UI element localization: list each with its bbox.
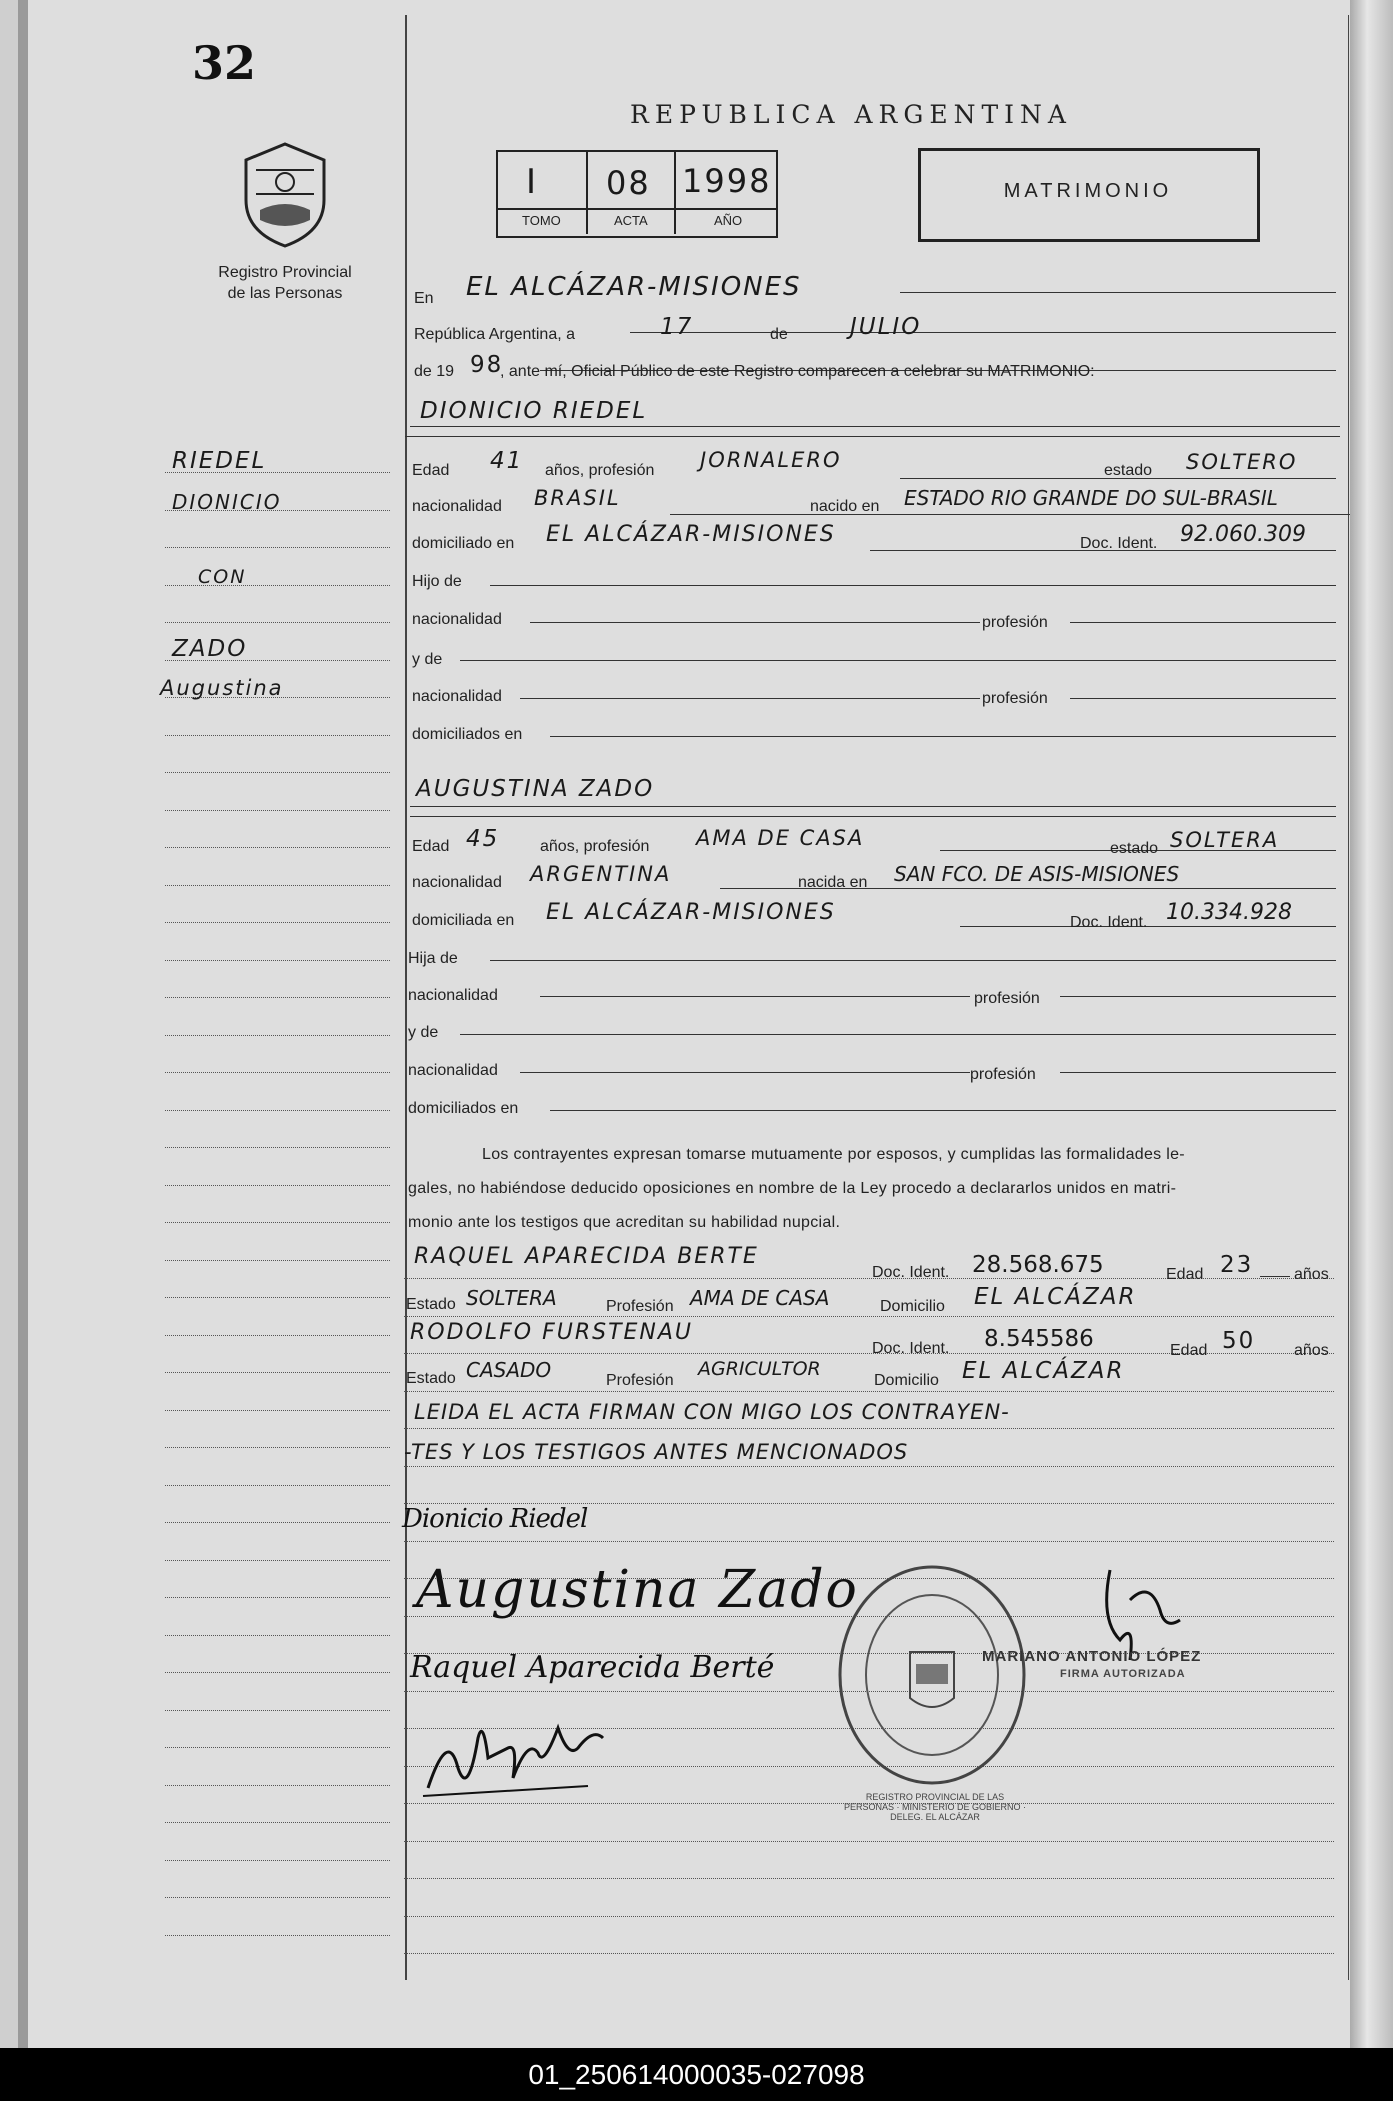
bride-prof-label: profesión	[974, 990, 1040, 1007]
form-line	[410, 426, 1340, 427]
bride-yde-label: y de	[408, 1024, 439, 1041]
witness1-edad: 23	[1220, 1252, 1254, 1278]
bride-nacida: SAN FCO. DE ASIS-MISIONES	[894, 862, 1180, 886]
margin-rule-line	[165, 1785, 390, 1786]
form-line	[410, 816, 1336, 817]
margin-rule-line	[165, 1710, 390, 1711]
witness2-prof-label: Profesión	[606, 1372, 674, 1389]
witness1-profesion: AMA DE CASA	[690, 1286, 830, 1310]
official-stamp-text: REGISTRO PROVINCIAL DE LAS PERSONAS · MINISTERIO DE GOBIERNO · DELEG. EL ALCÁZAR	[843, 1792, 1027, 1822]
witness2-profesion: AGRICULTOR	[698, 1358, 821, 1380]
bride-edad-label: Edad	[412, 838, 450, 855]
margin-rule-line	[165, 1672, 390, 1673]
form-line	[550, 1110, 1336, 1111]
margin-rule-line	[165, 1522, 390, 1523]
margin-rule-line	[165, 1485, 390, 1486]
margin-rule-line	[165, 997, 390, 998]
witness1-doc-label: Doc. Ident.	[872, 1264, 950, 1281]
margin-note-3: CON	[198, 566, 247, 588]
form-line	[1070, 698, 1336, 699]
form-line	[1060, 996, 1336, 997]
form-line	[550, 736, 1336, 737]
marriage-day: 17	[660, 314, 694, 340]
marriage-place: EL ALCÁZAR-MISIONES	[466, 272, 802, 302]
bride-name: AUGUSTINA ZADO	[416, 776, 655, 802]
groom-name: DIONICIO RIEDEL	[420, 398, 648, 424]
anio-label: AÑO	[714, 213, 743, 228]
margin-note-5: Augustina	[160, 676, 284, 700]
intro-text: , ante mí, Oficial Público de este Registro comparecen a celebrar su MATRIMONIO:	[500, 363, 1095, 380]
margin-rule-line	[165, 547, 390, 548]
groom-nacionalidad: BRASIL	[534, 486, 621, 510]
bride-nac2-label: nacionalidad	[408, 987, 498, 1004]
bride-nacionalidad: ARGENTINA	[530, 862, 672, 886]
bride-anos-label: años, profesión	[540, 838, 650, 855]
declaration-line-3: monio ante los testigos que acreditan su habilidad nupcial.	[408, 1214, 841, 1231]
groom-anos-label: años, profesión	[545, 462, 655, 479]
groom-nac2-label: nacionalidad	[412, 611, 502, 628]
groom-nacido-label: nacido en	[810, 498, 880, 515]
page-number: 32	[192, 36, 257, 90]
margin-rule-line	[165, 1597, 390, 1598]
form-line	[900, 292, 1336, 293]
margin-note-1: RIEDEL	[172, 448, 267, 474]
form-line	[1070, 622, 1336, 623]
bride-doms-label: domiciliados en	[408, 1100, 519, 1117]
scan-id: 01_250614000035-027098	[0, 2048, 1393, 2101]
signature-witness2-icon	[418, 1708, 618, 1808]
margin-rule-line	[165, 735, 390, 736]
official-stamp-icon	[832, 1560, 1032, 1790]
form-line	[1260, 1276, 1290, 1277]
margin-rule-line	[165, 1822, 390, 1823]
republica-label: República Argentina, a	[414, 326, 575, 343]
form-line	[670, 514, 1350, 515]
bride-dom-label: domiciliada en	[412, 912, 515, 929]
form-rule-line	[404, 1466, 1334, 1467]
groom-estado: SOLTERO	[1186, 450, 1298, 474]
bride-nac-label: nacionalidad	[412, 874, 502, 891]
witness1-doc: 28.568.675	[972, 1252, 1104, 1278]
signature-witness1: Raquel Aparecida Berté	[410, 1650, 775, 1685]
form-line	[530, 622, 980, 623]
groom-nac-label: nacionalidad	[412, 498, 502, 515]
form-rule-line	[404, 1428, 1334, 1429]
form-rule-line	[404, 1541, 1334, 1542]
declaration-line-1: Los contrayentes expresan tomarse mutuamente por esposos, y cumplidas las formalidades le-	[482, 1146, 1185, 1163]
margin-rule-line	[165, 922, 390, 923]
witness1-name: RAQUEL APARECIDA BERTE	[414, 1244, 759, 1269]
margin-rule-line	[165, 1222, 390, 1223]
bride-doc: 10.334.928	[1166, 900, 1292, 925]
margin-rule-line	[165, 847, 390, 848]
margin-rule-line	[165, 622, 390, 623]
margin-rule-line	[165, 1072, 390, 1073]
form-rule-line	[404, 1953, 1334, 1954]
bride-estado-label: estado	[1110, 840, 1159, 857]
witness2-name: RODOLFO FURSTENAU	[410, 1320, 694, 1345]
book-edge	[1350, 0, 1393, 2048]
margin-rule-line	[165, 885, 390, 886]
form-line	[1060, 1072, 1336, 1073]
groom-estado-label: estado	[1104, 462, 1153, 479]
bride-estado: SOLTERA	[1170, 828, 1280, 852]
year-prefix: de 19	[414, 363, 455, 380]
groom-doms-label: domiciliados en	[412, 726, 523, 743]
margin-rule-line	[165, 1147, 390, 1148]
signature-groom: Dionicio Riedel	[402, 1504, 588, 1534]
witness2-estado: CASADO	[466, 1358, 552, 1382]
form-rule-line	[404, 1841, 1334, 1842]
witness1-estado: SOLTERA	[466, 1286, 557, 1310]
anio-value: 1998	[682, 162, 772, 200]
groom-profesion: JORNALERO	[700, 448, 842, 472]
witness1-prof-label: Profesión	[606, 1298, 674, 1315]
bride-hija-label: Hija de	[408, 950, 458, 967]
form-rule-line	[404, 1316, 1334, 1317]
margin-rule-line	[165, 1560, 390, 1561]
witness2-doc: 8.545586	[984, 1326, 1094, 1352]
witness1-edad-label: Edad	[1166, 1266, 1204, 1283]
bride-domicilio: EL ALCÁZAR-MISIONES	[546, 900, 836, 925]
form-line	[460, 1034, 1336, 1035]
bride-nac3-label: nacionalidad	[408, 1062, 498, 1079]
form-line	[540, 996, 970, 997]
margin-rule-line	[165, 1297, 390, 1298]
bride-profesion: AMA DE CASA	[696, 826, 865, 850]
seal-caption-2: de las Personas	[227, 285, 343, 302]
form-line	[410, 806, 1336, 807]
margin-rule-line	[165, 1935, 390, 1936]
column-divider	[405, 15, 407, 1980]
official-name-stamp: MARIANO ANTONIO LÓPEZ	[982, 1648, 1202, 1665]
groom-prof2-label: profesión	[982, 690, 1048, 707]
country-title: REPUBLICA ARGENTINA	[630, 100, 1072, 129]
witness2-estado-label: Estado	[406, 1370, 456, 1387]
groom-yde-label: y de	[412, 651, 443, 668]
margin-rule-line	[165, 1035, 390, 1036]
seal-caption-1: Registro Provincial	[218, 264, 352, 281]
closing-line-2: -TES Y LOS TESTIGOS ANTES MENCIONADOS	[404, 1440, 909, 1464]
margin-rule-line	[165, 1260, 390, 1261]
form-line	[490, 585, 1336, 586]
margin-rule-line	[165, 1447, 390, 1448]
marriage-year: 98	[470, 352, 504, 378]
bride-nacida-label: nacida en	[798, 874, 868, 891]
margin-rule-line	[165, 1185, 390, 1186]
register-page	[18, 0, 1373, 2048]
margin-rule-line	[165, 1110, 390, 1111]
form-line	[520, 698, 980, 699]
form-line	[520, 1072, 970, 1073]
witness2-edad-label: Edad	[1170, 1342, 1208, 1359]
margin-rule-line	[165, 960, 390, 961]
groom-domicilio: EL ALCÁZAR-MISIONES	[546, 522, 836, 547]
witness2-doc-label: Doc. Ident.	[872, 1340, 950, 1357]
witness1-anos-label: años	[1294, 1266, 1329, 1283]
tomo-label: TOMO	[522, 213, 561, 228]
official-name-stamp-sub: FIRMA AUTORIZADA	[1060, 1668, 1186, 1680]
margin-rule-line	[165, 810, 390, 811]
tomo-value: I	[526, 162, 539, 202]
en-label: En	[414, 290, 434, 307]
groom-hijo-label: Hijo de	[412, 573, 462, 590]
form-line	[460, 660, 1336, 661]
witness1-dom-label: Domicilio	[880, 1298, 945, 1315]
witness2-edad: 50	[1222, 1328, 1256, 1354]
margin-rule-line	[165, 772, 390, 773]
groom-nac3-label: nacionalidad	[412, 688, 502, 705]
right-border	[1348, 15, 1349, 1980]
groom-edad-label: Edad	[412, 462, 450, 479]
witness1-domicilio: EL ALCÁZAR	[974, 1284, 1137, 1310]
margin-rule-line	[165, 1860, 390, 1861]
margin-rule-line	[165, 1747, 390, 1748]
groom-edad: 41	[490, 448, 524, 474]
groom-doc: 92.060.309	[1180, 522, 1306, 547]
groom-doc-label: Doc. Ident.	[1080, 535, 1158, 552]
form-rule-line	[404, 1878, 1334, 1879]
witness2-dom-label: Domicilio	[874, 1372, 939, 1389]
groom-nacido: ESTADO RIO GRANDE DO SUL-BRASIL	[904, 486, 1278, 510]
signature-bride: Augustina Zado	[416, 1560, 859, 1620]
margin-rule-line	[165, 1410, 390, 1411]
form-rule-line	[404, 1916, 1334, 1917]
margin-note-4: ZADO	[172, 636, 248, 662]
declaration-line-2: gales, no habiéndose deducido oposiciones en nombre de la Ley procedo a declararlos unidos en matri-	[408, 1180, 1177, 1197]
margin-note-2: DIONICIO	[172, 490, 282, 514]
groom-dom-label: domiciliado en	[412, 535, 515, 552]
form-line	[405, 436, 1340, 437]
bride-prof2-label: profesión	[970, 1066, 1036, 1083]
margin-rule-line	[165, 1635, 390, 1636]
provincial-seal-icon	[238, 140, 332, 250]
witness2-domicilio: EL ALCÁZAR	[962, 1358, 1125, 1384]
witness1-estado-label: Estado	[406, 1296, 456, 1313]
bride-edad: 45	[466, 826, 500, 852]
form-line	[630, 332, 1336, 333]
closing-line-1: LEIDA EL ACTA FIRMAN CON MIGO LOS CONTRAYEN-	[414, 1400, 1010, 1424]
bride-doc-label: Doc. Ident.	[1070, 914, 1148, 931]
form-line	[960, 926, 1336, 927]
form-line	[490, 960, 1336, 961]
margin-rule-line	[165, 1372, 390, 1373]
groom-prof-label: profesión	[982, 614, 1048, 631]
record-type: MATRIMONIO	[1003, 180, 1173, 202]
form-rule-line	[404, 1391, 1334, 1392]
witness2-anos-label: años	[1294, 1342, 1329, 1359]
acta-label: ACTA	[614, 213, 648, 228]
margin-rule-line	[165, 1335, 390, 1336]
marriage-month: JULIO	[850, 314, 922, 340]
margin-rule-line	[165, 1897, 390, 1898]
acta-value: 08	[606, 164, 651, 202]
de-label: de	[770, 326, 788, 343]
